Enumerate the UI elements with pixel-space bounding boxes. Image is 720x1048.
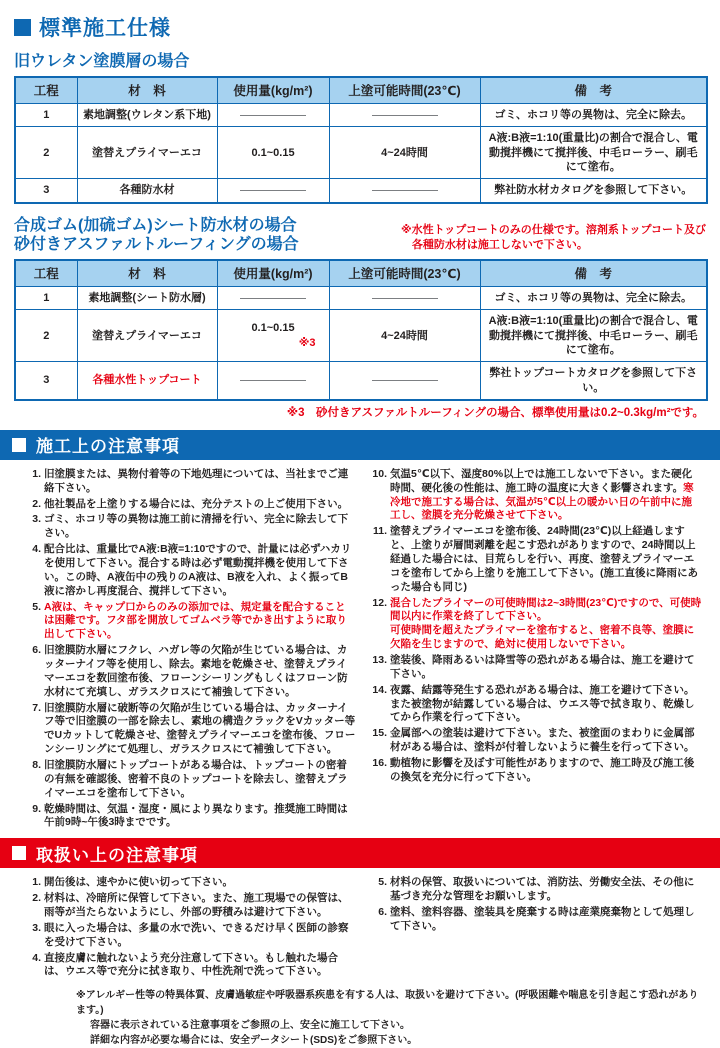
table-cell: 弊社トップコートカタログを参照して下さい。 (480, 362, 707, 400)
table-cell: 3 (15, 179, 77, 203)
table-row (15, 287, 707, 310)
table-header-row (15, 77, 707, 104)
banner-title: 施工上の注意事項 (36, 437, 180, 457)
table-cell: A液:B液=1:10(重量比)の割合で混合し、電動撹拌機にて撹拌後、中毛ローラー、刷毛にて塗布。 (480, 127, 707, 179)
note-number: 8. (32, 759, 41, 771)
dash-placeholder (240, 380, 306, 381)
table-cell: 0.1~0.15 ※3 (217, 310, 329, 362)
note-item (24, 876, 356, 890)
note-item (370, 597, 702, 652)
column-header: 備 考 (480, 77, 707, 104)
note-item (24, 922, 356, 950)
note-item (370, 727, 702, 755)
note-text: 塗替えプライマーエコを塗布後、24時間(23℃)以上経過しますと、上塗りが層間剥離を起こす恐れがありますので、24時間以上経過した場合には、目荒らしを行い、再度、塗替えプライマーエコを塗布してから上塗りを施工して下さい。(施工直後に降雨にあった場合も同じ) (390, 525, 698, 593)
table-row (15, 310, 707, 362)
note-number: 13. (372, 653, 387, 666)
note-item (24, 759, 356, 801)
note-text: 動植物に影響を及ぼす可能性がありますので、施工時及び施工後の換気を充分に行って下さい。 (390, 757, 695, 783)
note-text: 眼に入った場合は、多量の水で洗い、できるだけ早く医師の診察を受けて下さい。 (44, 921, 349, 948)
notes-column-right (370, 468, 702, 832)
table-cell: ゴミ、ホコリ等の異物は、完全に除去。 (480, 287, 707, 310)
table-cell: 0.1~0.15 (217, 127, 329, 179)
note-item (24, 892, 356, 920)
dash-placeholder (372, 115, 438, 116)
table-cell: 弊社防水材カタログを参照して下さい。 (480, 179, 707, 203)
note-text: 塗料、塗料容器、塗装具を廃棄する時は産業廃棄物として処理して下さい。 (390, 906, 695, 932)
note-item (370, 525, 702, 594)
table-cell: 2 (15, 310, 77, 362)
table-row (15, 362, 707, 400)
handling-notes (14, 876, 706, 984)
dash-placeholder (372, 380, 438, 381)
note-text: A液は、キャップ口からのみの添加では、規定量を配合することは困難です。フタ部を開放してゴムベラ等でかき出すように取り出して下さい。 (44, 600, 347, 641)
note-text: 直接皮膚に触れないよう充分注意して下さい。もし触れた場合は、ウエス等で充分に拭き取り、中性洗剤で洗って下さい。 (44, 951, 338, 978)
note-number: 3. (32, 921, 41, 934)
note-item (370, 684, 702, 726)
column-header: 使用量(kg/m²) (217, 77, 329, 104)
table-row (15, 104, 707, 127)
table-heading: 旧ウレタン塗膜層の場合 (14, 53, 190, 70)
column-header: 備 考 (480, 260, 707, 287)
table-cell: 素地調整(シート防水層) (77, 287, 217, 310)
table-cell: 1 (15, 104, 77, 127)
section-banner-handling (0, 838, 720, 868)
table-cell: 4~24時間 (329, 127, 480, 179)
note-number: 2. (32, 497, 41, 510)
dash-placeholder (372, 190, 438, 191)
note-item (24, 952, 356, 980)
spec-table (14, 259, 708, 401)
note-text: 乾燥時間は、気温・湿度・風により異なります。推奨施工時間は午前9時~午後3時までです。 (44, 802, 348, 829)
notes-column-right (370, 876, 702, 984)
table-cell: ゴミ、ホコリ等の異物は、完全に除去。 (480, 104, 707, 127)
note-text: 旧塗膜または、異物付着等の下地処理については、当社までご連絡下さい。 (44, 467, 349, 494)
note-item (370, 757, 702, 785)
column-header: 材 料 (77, 77, 217, 104)
note-item (24, 468, 356, 496)
table-cell (329, 362, 480, 400)
white-square-icon (12, 438, 26, 452)
table-header-row (15, 260, 707, 287)
spec-section-urethane (14, 52, 706, 204)
note-item (24, 601, 356, 643)
note-text: 材料は、冷暗所に保管して下さい。また、施工現場での保管は、雨等が当たらないようにし、外部の野積みは避けて下さい。 (44, 892, 349, 919)
note-number: 5. (32, 600, 41, 613)
notes-column-left (24, 468, 356, 832)
note-text: 混合したプライマーの可使時間は2~3時間(23℃)ですので、可使時間以内に作業を終了して下さい。 可使時間を超えたプライマーを塗布すると、密着不良等、塗膜に欠陥を生じますので、絶対に使用しないで下さい。 (390, 596, 702, 651)
table-cell: 各種防水材 (77, 179, 217, 203)
note-number: 2. (32, 892, 41, 905)
white-square-icon (12, 846, 26, 860)
column-header: 工程 (15, 260, 77, 287)
table-cell: 塗替えプライマーエコ (77, 127, 217, 179)
note-number: 1. (32, 467, 41, 480)
note-number: 9. (32, 802, 41, 815)
table-cell (329, 287, 480, 310)
note-item (370, 654, 702, 682)
notes-column-left (24, 876, 356, 984)
note-number: 15. (372, 727, 387, 740)
dash-placeholder (372, 298, 438, 299)
note-item (24, 803, 356, 831)
table-footnote: ※3 砂付きアスファルトルーフィングの場合、標準使用量は0.2~0.3kg/m²です。 (286, 406, 704, 419)
table-cell: 塗替えプライマーエコ (77, 310, 217, 362)
note-text: 塗装後、降雨あるいは降雪等の恐れがある場合は、施工を避けて下さい。 (390, 653, 695, 680)
table-side-note: ※水性トップコートのみの仕様です。溶剤系トップコート及び 各種防水材は施工しないで下さい。 (400, 223, 706, 251)
note-text: 気温5℃以下、湿度80%以上では施工しないで下さい。また硬化時間、硬化後の性能は、施工時の温度に大きく影響されます。寒冷地で施工する場合は、気温が5℃以上の暖かい日の午前中に施工し、塗膜を充分乾燥させて下さい。 (390, 467, 694, 522)
page-title-text: 標準施工仕様 (39, 17, 171, 40)
note-item (24, 498, 356, 512)
note-item (24, 513, 356, 541)
table-cell (329, 179, 480, 203)
note-text: 金属部への塗装は避けて下さい。また、被塗面のまわりに金属部材がある場合は、塗料が付着しないように養生を行って下さい。 (390, 727, 695, 754)
footer-note-line: ※アレルギー性等の特異体質、皮膚過敏症や呼吸器系疾患を有する人は、取扱いを避けて下さい。(呼吸困難や喘息を引き起こす恐れがあります。) (76, 990, 699, 1017)
footer-note-line: 詳細な内容が必要な場合には、安全データシート(SDS)をご参照下さい。 (90, 1035, 418, 1047)
note-item (370, 876, 702, 904)
table-cell: 1 (15, 287, 77, 310)
note-number: 6. (32, 644, 41, 657)
table-row (15, 179, 707, 203)
table-cell: 2 (15, 127, 77, 179)
spec-section-rubber-sheet (14, 216, 706, 420)
dash-placeholder (240, 115, 306, 116)
page-title (14, 12, 706, 42)
table-cell (217, 362, 329, 400)
note-number: 1. (32, 876, 41, 889)
note-text: 配合比は、重量比でA液:B液=1:10ですので、計量には必ずハカリを使用して下さい。混合する時は必ず電動撹拌機を使用して下さい。この時、A液缶中の残りのA液は、B液を入れ、よく振ってB液に溶かし再度混合、撹拌して下さい。 (44, 543, 352, 597)
table-cell: 素地調整(ウレタン系下地) (77, 104, 217, 127)
note-text: 旧塗膜防水層に破断等の欠陥が生じている場合は、カッターナイフ等で旧塗膜の一部を除去し、素地の構造クラックをVカッター等でUカットして乾燥させ、塗替えプライマーエコを塗布後、フローンシーリングにて処理し、ガラスクロスにて補強して下さい。 (44, 701, 356, 756)
note-number: 4. (32, 543, 41, 556)
note-text: 旧塗膜防水層にトップコートがある場合は、トップコートの密着の有無を確認後、密着不良のトップコートを除去し、塗替えプライマーエコを塗布して下さい。 (44, 759, 348, 799)
note-item (24, 543, 356, 598)
column-header: 材 料 (77, 260, 217, 287)
table-cell (217, 287, 329, 310)
note-text: 開缶後は、速やかに使い切って下さい。 (44, 876, 233, 889)
footer-note-line: 容器に表示されている注意事項をご参照の上、安全に施工して下さい。 (90, 1020, 410, 1032)
note-text: ゴミ、ホコリ等の異物は施工前に清掃を行い、完全に除去して下さい。 (44, 513, 349, 540)
construction-notes (14, 468, 706, 832)
note-number: 4. (32, 951, 41, 964)
note-item (370, 906, 702, 934)
note-text: 他社製品を上塗りする場合には、充分テストの上ご使用下さい。 (44, 497, 349, 510)
note-number: 5. (378, 876, 387, 889)
footer-notes (14, 984, 706, 1048)
banner-title: 取扱い上の注意事項 (36, 845, 198, 865)
note-text: 夜露、結露等発生する恐れがある場合は、施工を避けて下さい。 また被塗物が結露している場合は、ウエス等で拭き取り、乾燥してから作業を行って下さい。 (390, 683, 695, 724)
note-item (24, 644, 356, 699)
column-header: 工程 (15, 77, 77, 104)
column-header: 使用量(kg/m²) (217, 260, 329, 287)
note-number: 3. (32, 513, 41, 526)
dash-placeholder (240, 190, 306, 191)
table-cell: 各種水性トップコート (77, 362, 217, 400)
blue-square-icon (14, 19, 31, 36)
table-row (15, 127, 707, 179)
note-number: 11. (372, 525, 387, 538)
column-header: 上塗可能時間(23℃) (329, 77, 480, 104)
table-cell (217, 104, 329, 127)
note-text: 材料の保管、取扱いについては、消防法、労働安全法、その他に基づき充分な管理をお願いします。 (390, 876, 695, 903)
table-cell: 4~24時間 (329, 310, 480, 362)
table-cell: 3 (15, 362, 77, 400)
table-cell: A液:B液=1:10(重量比)の割合で混合し、電動撹拌機にて撹拌後、中毛ローラー、刷毛にて塗布。 (480, 310, 707, 362)
note-number: 10. (372, 467, 387, 480)
note-number: 12. (372, 596, 387, 609)
table-heading: 合成ゴム(加硫ゴム)シート防水材の場合 砂付きアスファルトルーフィングの場合 (14, 216, 299, 254)
dash-placeholder (240, 298, 306, 299)
note-number: 6. (378, 906, 387, 919)
note-number: 7. (32, 701, 41, 714)
table-cell (217, 179, 329, 203)
spec-table (14, 76, 708, 204)
section-banner-construction (0, 430, 720, 460)
note-number: 14. (372, 683, 387, 696)
note-number: 16. (372, 757, 387, 769)
note-text: 旧塗膜防水層にフクレ、ハガレ等の欠陥が生じている場合は、カッターナイフ等を使用し、除去。素地を乾燥させ、塗替えプライマーエコを数回塗布後、フローンシーリングもしくはフローン防水材にて充填し、ガラスクロスにて補強して下さい。 (44, 644, 348, 698)
table-cell (329, 104, 480, 127)
column-header: 上塗可能時間(23℃) (329, 260, 480, 287)
note-item (370, 468, 702, 523)
note-item (24, 702, 356, 757)
